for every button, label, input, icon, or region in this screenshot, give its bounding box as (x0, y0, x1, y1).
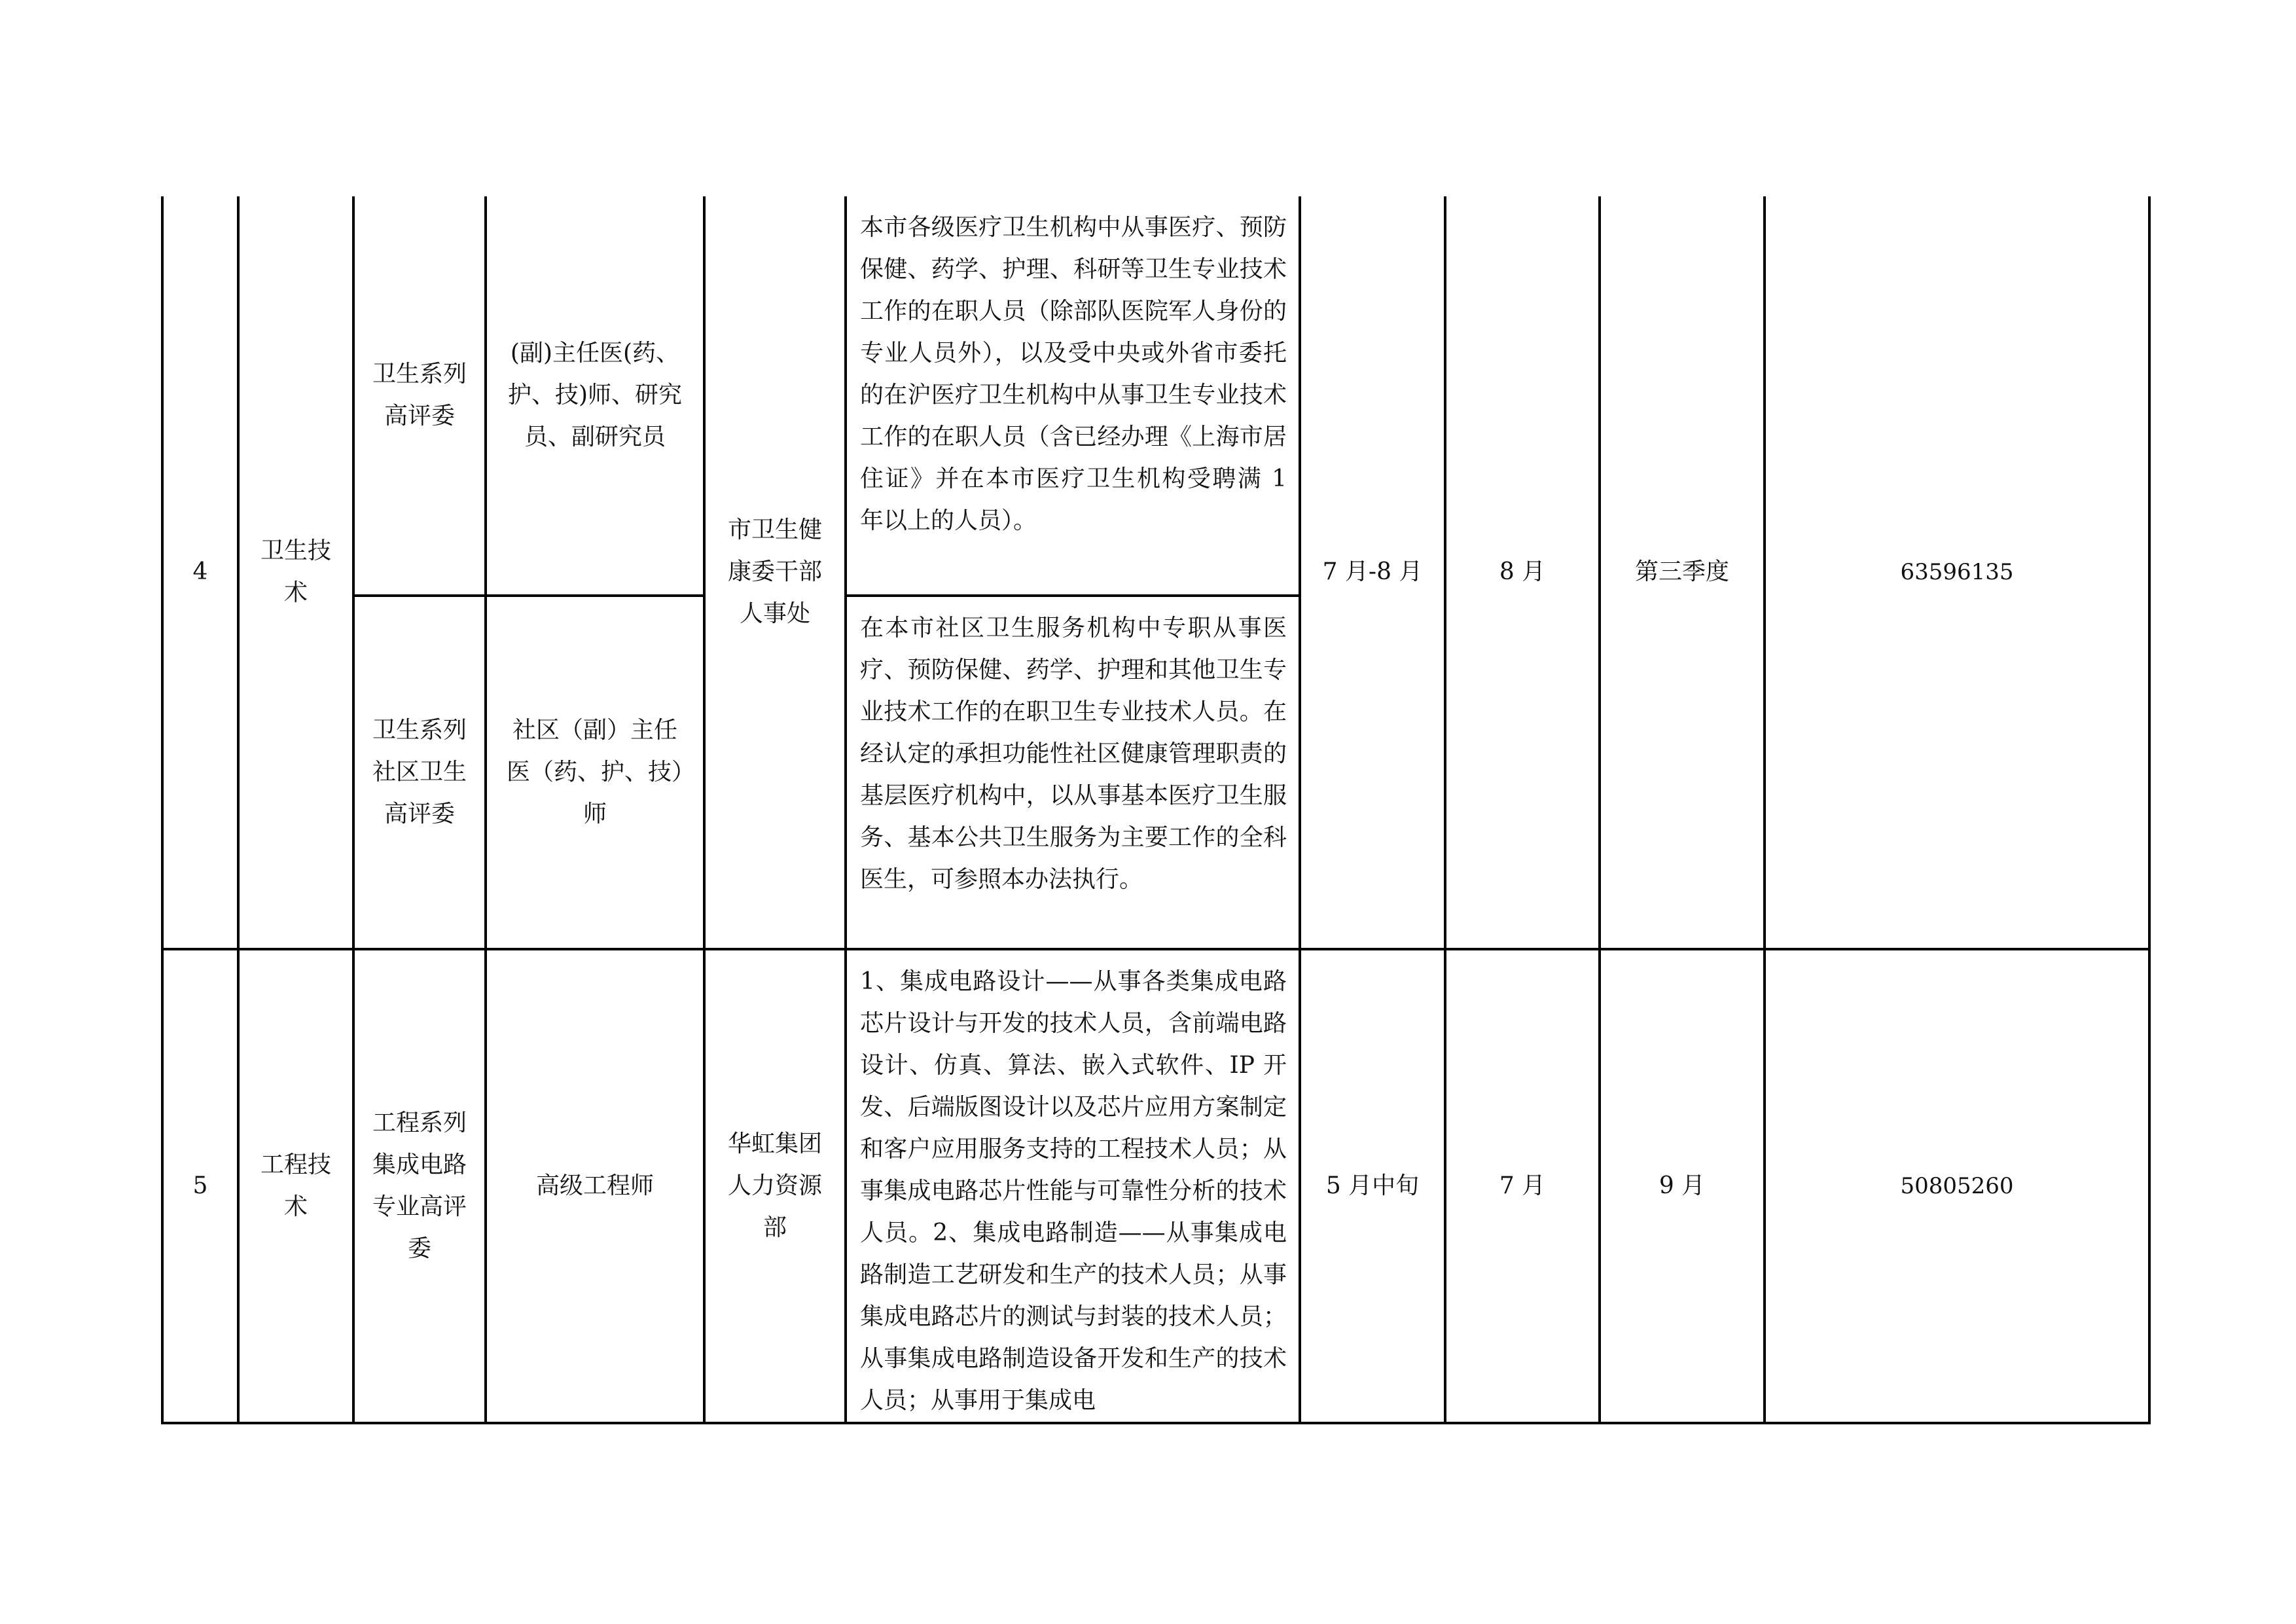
review-time-cell: 7 月 (1445, 949, 1600, 1423)
title-cell: 高级工程师 (486, 949, 704, 1423)
review-time-cell: 8 月 (1445, 196, 1600, 949)
table-row (162, 196, 2149, 596)
scope-cell: 1、集成电路设计——从事各类集成电路芯片设计与开发的技术人员，含前端电路设计、仿真、算法、嵌入式软件、IP 开发、后端版图设计以及芯片应用方案制定和客户应用服务支持的工程技术人员；从事集成电路芯片性能与可靠性分析的技术人员。2、集成电路制造——从事集成电路制造工艺研发和生产的技术人员；从事集成电路芯片的测试与封装的技术人员；从事集成电路制造设备开发和生产的技术人员；从事用于集成电 (846, 949, 1300, 1423)
committee-cell: 卫生系列社区卫生高评委 (353, 596, 486, 949)
department-cell: 市卫生健康委干部人事处 (704, 196, 846, 949)
evaluation-schedule-table (161, 196, 2151, 1424)
committee-cell: 工程系列集成电路专业高评委 (353, 949, 486, 1423)
department-cell: 华虹集团人力资源部 (704, 949, 846, 1423)
result-time-cell: 9 月 (1600, 949, 1765, 1423)
scope-cell: 本市各级医疗卫生机构中从事医疗、预防保健、药学、护理、科研等卫生专业技术工作的在职人员（除部队医院军人身份的专业人员外），以及受中央或外省市委托的在沪医疗卫生机构中从事卫生专业技术工作的在职人员（含已经办理《上海市居住证》并在本市医疗卫生机构受聘满 1 年以上的人员）。 (846, 196, 1300, 596)
declare-time-cell: 7 月-8 月 (1300, 196, 1445, 949)
declare-time-cell: 5 月中旬 (1300, 949, 1445, 1423)
phone-cell: 63596135 (1765, 196, 2149, 949)
title-cell: 社区（副）主任医（药、护、技）师 (486, 596, 704, 949)
row-index: 5 (162, 949, 238, 1423)
committee-cell: 卫生系列高评委 (353, 196, 486, 596)
title-cell: (副)主任医(药、护、技)师、研究员、副研究员 (486, 196, 704, 596)
category-cell: 卫生技术 (238, 196, 353, 949)
row-index: 4 (162, 196, 238, 949)
result-time-cell: 第三季度 (1600, 196, 1765, 949)
scope-cell: 在本市社区卫生服务机构中专职从事医疗、预防保健、药学、护理和其他卫生专业技术工作的在职卫生专业技术人员。在经认定的承担功能性社区健康管理职责的基层医疗机构中，以从事基本医疗卫生服务、基本公共卫生服务为主要工作的全科医生，可参照本办法执行。 (846, 596, 1300, 949)
phone-cell: 50805260 (1765, 949, 2149, 1423)
category-cell: 工程技术 (238, 949, 353, 1423)
table-row (162, 949, 2149, 1423)
